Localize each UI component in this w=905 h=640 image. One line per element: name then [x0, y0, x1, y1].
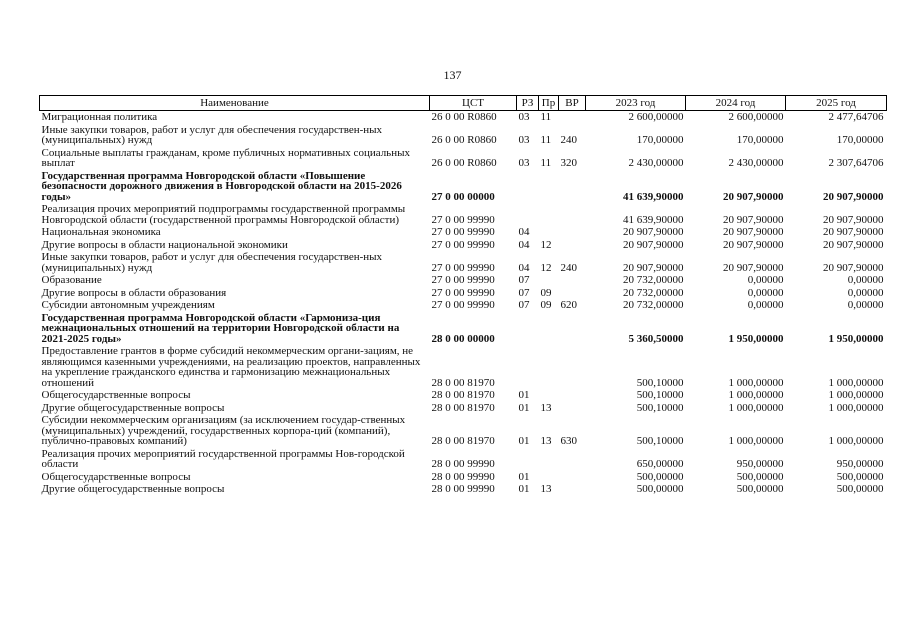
header-pr: Пр [539, 96, 559, 111]
cell-cst: 28 0 00 99990 [431, 458, 495, 470]
cell-cst: 27 0 00 99990 [431, 213, 495, 226]
cell-2023: 20 907,90000 [623, 226, 684, 238]
cell-vr: 240 [560, 261, 577, 274]
cell-rz: 04 [518, 261, 530, 274]
table-row [40, 287, 887, 300]
cell-rz: 07 [518, 286, 530, 299]
cell-2025: 0,00000 [847, 274, 884, 286]
cell-2025: 1 000,00000 [828, 376, 884, 389]
cell-2025: 2 307,64706 [828, 157, 884, 169]
cell-2025: 0,00000 [847, 299, 884, 311]
table-row [40, 124, 887, 147]
header-2023: 2023 год [586, 96, 686, 111]
cell-pr [539, 274, 559, 287]
cell-rz [517, 203, 539, 226]
cell-2024: 0,00000 [747, 286, 784, 299]
cell-2023: 2 600,00000 [628, 111, 684, 123]
cell-2023: 500,10000 [636, 435, 684, 447]
cell-cst: 27 0 00 99990 [431, 261, 495, 274]
cell-rz: 04 [518, 238, 530, 251]
cell-cst: 28 0 00 81970 [431, 376, 495, 389]
cell-2023: 2 430,00000 [628, 157, 684, 169]
cell-2023: 5 360,50000 [628, 332, 684, 345]
cell-2023: 20 732,00000 [623, 286, 684, 299]
page-number: 137 [443, 68, 462, 82]
cell-2023: 170,00000 [636, 134, 684, 146]
header-cst: ЦСТ [430, 96, 517, 111]
cell-2024: 20 907,90000 [723, 261, 784, 274]
cell-2023: 20 732,00000 [623, 274, 684, 286]
budget-table [39, 95, 887, 496]
cell-2024: 950,00000 [736, 458, 784, 470]
table-row [40, 483, 887, 496]
cell-2023: 500,10000 [636, 376, 684, 389]
cell-2023: 650,00000 [636, 458, 684, 470]
cell-cst: 27 0 00 99990 [431, 286, 495, 299]
cell-name: Миграционная политика [41, 111, 158, 123]
table-row [40, 345, 887, 389]
cell-2025: 500,00000 [836, 470, 884, 483]
cell-vr [559, 111, 586, 124]
cell-pr: 13 [540, 435, 552, 447]
cell-2023: 41 639,90000 [623, 190, 684, 203]
cell-2023: 500,00000 [636, 483, 684, 495]
cell-cst: 28 0 00 99990 [431, 470, 495, 483]
cell-vr [559, 312, 586, 346]
cell-2024: 20 907,90000 [723, 213, 784, 226]
cell-name: Общегосударственные вопросы [41, 470, 191, 483]
cell-rz: 01 [518, 470, 530, 483]
cell-vr [559, 345, 586, 389]
cell-pr: 11 [540, 157, 552, 169]
cell-name: Предоставление грантов в форме субсидий некоммерческим органи-зациям, не являющимся казенными учреждениями, на реализацию проектов, направленных на укрепление гражданского единства и гармонизацию межнациональных отношений [41, 345, 421, 389]
cell-name: Иные закупки товаров, работ и услуг для обеспечения государствен-ных (муниципальных) нужд [41, 123, 383, 146]
table-row [40, 251, 887, 274]
cell-2025: 20 907,90000 [823, 213, 884, 226]
table-row [40, 312, 887, 346]
table-row [40, 402, 887, 415]
cell-cst: 28 0 00 81970 [431, 401, 495, 414]
cell-cst: 27 0 00 99990 [431, 226, 495, 238]
cell-2025: 20 907,90000 [823, 190, 884, 203]
cell-rz: 01 [518, 435, 530, 447]
cell-vr [559, 203, 586, 226]
cell-2024: 2 600,00000 [728, 111, 784, 123]
cell-cst: 26 0 00 R0860 [431, 111, 497, 123]
cell-2023: 20 907,90000 [623, 238, 684, 251]
cell-2025: 1 000,00000 [828, 435, 884, 447]
cell-pr: 09 [540, 299, 552, 311]
table-row [40, 226, 887, 239]
cell-2024: 500,00000 [736, 483, 784, 495]
cell-vr [559, 402, 586, 415]
cell-rz [517, 345, 539, 389]
cell-2025: 2 477,64706 [828, 111, 884, 123]
cell-pr [539, 471, 559, 484]
cell-cst: 28 0 00 81970 [431, 435, 495, 447]
cell-vr [559, 239, 586, 252]
cell-rz: 07 [518, 299, 530, 311]
cell-name: Субсидии автономным учреждениям [41, 299, 215, 311]
cell-pr: 11 [540, 134, 552, 146]
cell-vr: 630 [560, 435, 577, 447]
cell-vr [559, 448, 586, 471]
cell-vr [559, 483, 586, 496]
cell-2024: 500,00000 [736, 470, 784, 483]
cell-2023: 500,10000 [636, 401, 684, 414]
cell-2023: 20 732,00000 [623, 299, 684, 311]
cell-pr: 12 [540, 238, 552, 251]
cell-cst: 27 0 00 00000 [431, 190, 495, 203]
cell-vr [559, 274, 586, 287]
cell-cst: 26 0 00 R0860 [431, 134, 497, 146]
cell-pr: 11 [540, 111, 552, 123]
cell-pr [539, 226, 559, 239]
cell-cst: 28 0 00 99990 [431, 483, 495, 495]
cell-2023: 500,10000 [636, 389, 684, 401]
cell-2025: 1 000,00000 [828, 389, 884, 401]
cell-cst: 28 0 00 00000 [431, 332, 495, 345]
table-row [40, 203, 887, 226]
cell-rz: 04 [518, 226, 530, 238]
cell-2025: 0,00000 [847, 286, 884, 299]
table-row [40, 471, 887, 484]
cell-2025: 1 000,00000 [828, 401, 884, 414]
cell-name: Иные закупки товаров, работ и услуг для обеспечения государствен-ных (муниципальных) нужд [41, 251, 383, 274]
cell-rz: 03 [518, 111, 530, 123]
cell-2023: 20 907,90000 [623, 261, 684, 274]
cell-vr [559, 170, 586, 204]
cell-name: Реализация прочих мероприятий подпрограммы государственной программы Новгородской области (государственной программы Новгородской области) [41, 203, 406, 226]
cell-2025: 20 907,90000 [823, 226, 884, 238]
cell-pr: 13 [540, 483, 552, 495]
cell-2023: 41 639,90000 [623, 213, 684, 226]
header-2025: 2025 год [786, 96, 887, 111]
table-row [40, 111, 887, 124]
table-row [40, 448, 887, 471]
cell-name: Реализация прочих мероприятий государственной программы Нов-городской области [41, 447, 405, 470]
cell-vr: 320 [560, 157, 577, 169]
cell-cst: 27 0 00 99990 [431, 299, 495, 311]
cell-name: Государственная программа Новгородской области «Гармониза-ция межнациональных отношений на территории Новгородской области на 2021-2025 годы» [41, 311, 400, 345]
header-name: Наименование [40, 96, 430, 111]
cell-rz: 01 [518, 483, 530, 495]
cell-vr [559, 287, 586, 300]
cell-vr [559, 389, 586, 402]
table-row [40, 170, 887, 204]
cell-name: Образование [41, 274, 102, 286]
cell-2025: 950,00000 [836, 458, 884, 470]
cell-2024: 1 000,00000 [728, 376, 784, 389]
cell-name: Другие общегосударственные вопросы [41, 483, 225, 495]
header-2024: 2024 год [686, 96, 786, 111]
cell-rz: 07 [518, 274, 530, 286]
table-row [40, 389, 887, 402]
cell-2024: 1 950,00000 [728, 332, 784, 345]
cell-rz: 03 [518, 134, 530, 146]
cell-vr: 620 [560, 299, 577, 311]
cell-pr [539, 203, 559, 226]
cell-2024: 20 907,90000 [723, 238, 784, 251]
cell-2025: 20 907,90000 [823, 261, 884, 274]
cell-2024: 20 907,90000 [723, 226, 784, 238]
cell-2025: 170,00000 [836, 134, 884, 146]
cell-pr: 12 [540, 261, 552, 274]
header-vr: ВР [559, 96, 586, 111]
cell-name: Государственная программа Новгородской области «Повышение безопасности дорожного движения в Новгородской области на 2015-2026 годы» [41, 169, 402, 203]
table-header-row [40, 96, 887, 111]
cell-rz: 03 [518, 157, 530, 169]
table-row [40, 147, 887, 170]
cell-2024: 0,00000 [747, 274, 784, 286]
cell-pr [539, 312, 559, 346]
cell-name: Другие общегосударственные вопросы [41, 401, 225, 414]
table-row [40, 274, 887, 287]
cell-pr [539, 448, 559, 471]
cell-2024: 0,00000 [747, 299, 784, 311]
cell-2025: 1 950,00000 [828, 332, 884, 345]
cell-rz: 01 [518, 401, 530, 414]
cell-2025: 20 907,90000 [823, 238, 884, 251]
cell-2024: 1 000,00000 [728, 401, 784, 414]
cell-2024: 20 907,90000 [723, 190, 784, 203]
header-rz: РЗ [517, 96, 539, 111]
cell-vr: 240 [560, 134, 577, 146]
cell-pr: 09 [540, 286, 552, 299]
table-row [40, 414, 887, 448]
cell-pr: 13 [540, 401, 552, 414]
cell-cst: 27 0 00 99990 [431, 274, 495, 286]
cell-name: Социальные выплаты гражданам, кроме публичных нормативных социальных выплат [41, 146, 410, 169]
cell-name: Субсидии некоммерческим организациям (за исключением государ-ственных (муниципальных) учреждений, государственных корпора-ций (компаний), публично-правовых компаний) [41, 414, 406, 447]
cell-2024: 1 000,00000 [728, 389, 784, 401]
cell-cst: 26 0 00 R0860 [431, 157, 497, 169]
table-row [40, 239, 887, 252]
cell-name: Другие вопросы в области образования [41, 286, 227, 299]
cell-pr [539, 170, 559, 204]
cell-rz: 01 [518, 389, 530, 401]
cell-name: Другие вопросы в области национальной экономики [41, 238, 288, 251]
cell-name: Национальная экономика [41, 226, 161, 238]
cell-rz [517, 170, 539, 204]
cell-2024: 2 430,00000 [728, 157, 784, 169]
cell-rz [517, 448, 539, 471]
cell-2024: 1 000,00000 [728, 435, 784, 447]
cell-vr [559, 226, 586, 239]
cell-2025: 500,00000 [836, 483, 884, 495]
cell-vr [559, 471, 586, 484]
cell-cst: 28 0 00 81970 [431, 389, 495, 401]
cell-2023: 500,00000 [636, 470, 684, 483]
cell-2024: 170,00000 [736, 134, 784, 146]
cell-rz [517, 312, 539, 346]
cell-cst: 27 0 00 99990 [431, 238, 495, 251]
table-body [40, 111, 887, 496]
cell-name: Общегосударственные вопросы [41, 389, 191, 401]
cell-pr [539, 389, 559, 402]
table-row [40, 299, 887, 312]
cell-pr [539, 345, 559, 389]
